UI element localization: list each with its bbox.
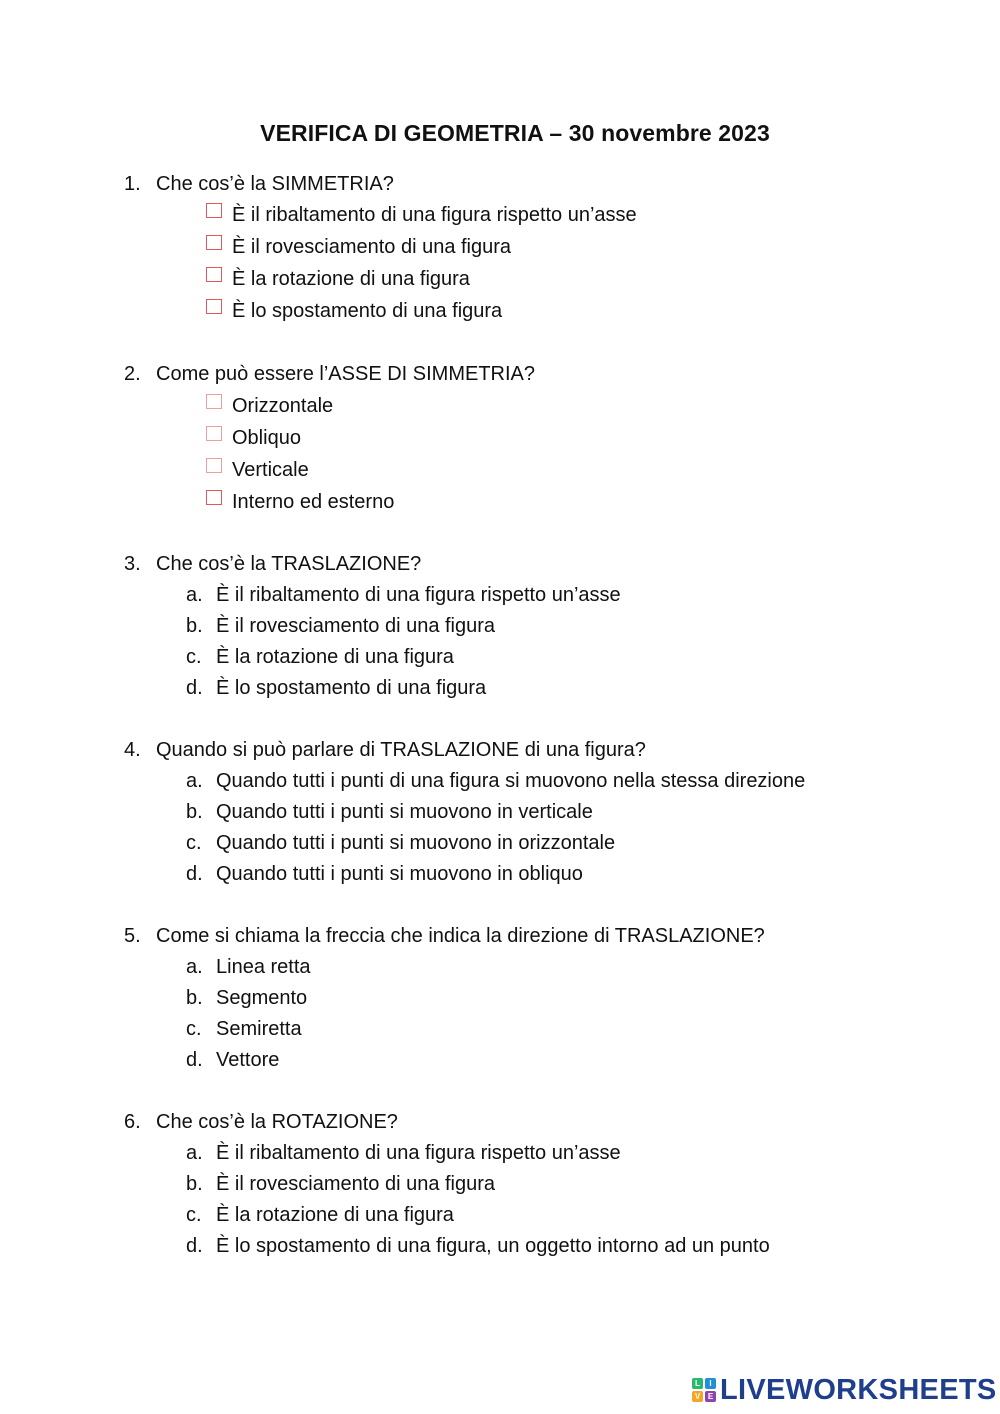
option-q1-1[interactable] bbox=[206, 201, 637, 229]
option-q6-d bbox=[186, 1232, 770, 1260]
option-text: È il ribaltamento di una figura rispetto un’asse bbox=[216, 584, 621, 606]
checkbox[interactable] bbox=[206, 299, 222, 314]
question-1 bbox=[124, 170, 394, 198]
option-q3-c bbox=[186, 643, 454, 671]
option-letter: d. bbox=[186, 1049, 203, 1071]
option-letter: a. bbox=[186, 584, 203, 606]
question-text: Che cos’è la SIMMETRIA? bbox=[156, 173, 394, 195]
option-q5-c bbox=[186, 1015, 302, 1043]
question-number: 1. bbox=[124, 173, 141, 195]
option-q5-a bbox=[186, 953, 311, 981]
option-letter: c. bbox=[186, 1018, 202, 1040]
option-letter: a. bbox=[186, 1142, 203, 1164]
option-text: Quando tutti i punti si muovono in verticale bbox=[216, 801, 593, 823]
question-number: 4. bbox=[124, 739, 141, 761]
option-text: Semiretta bbox=[216, 1018, 302, 1040]
option-text: Vettore bbox=[216, 1049, 280, 1071]
checkbox[interactable] bbox=[206, 267, 222, 282]
worksheet-title: VERIFICA DI GEOMETRIA – 30 novembre 2023 bbox=[260, 120, 770, 146]
logo-tile-l: L bbox=[692, 1378, 703, 1389]
option-letter: c. bbox=[186, 832, 202, 854]
option-q2-3[interactable] bbox=[206, 456, 309, 484]
question-text: Che cos’è la ROTAZIONE? bbox=[156, 1111, 398, 1133]
checkbox[interactable] bbox=[206, 490, 222, 505]
question-number: 6. bbox=[124, 1111, 141, 1133]
option-text: Quando tutti i punti si muovono in obliquo bbox=[216, 863, 583, 885]
option-q5-b bbox=[186, 984, 307, 1012]
option-q4-d bbox=[186, 860, 583, 888]
option-q4-a bbox=[186, 767, 805, 795]
option-q6-b bbox=[186, 1170, 495, 1198]
question-number: 2. bbox=[124, 363, 141, 385]
option-text: Linea retta bbox=[216, 956, 311, 978]
option-text: È la rotazione di una figura bbox=[232, 268, 470, 290]
option-text: Segmento bbox=[216, 987, 308, 1009]
option-text: È lo spostamento di una figura bbox=[232, 300, 503, 322]
checkbox[interactable] bbox=[206, 394, 222, 409]
option-text: Orizzontale bbox=[232, 395, 334, 417]
checkbox[interactable] bbox=[206, 426, 222, 441]
logo-tile-e: E bbox=[705, 1391, 716, 1402]
option-q4-b bbox=[186, 798, 593, 826]
option-letter: b. bbox=[186, 987, 203, 1009]
question-text: Come si chiama la freccia che indica la direzione di TRASLAZIONE? bbox=[156, 925, 765, 947]
liveworksheets-logo bbox=[692, 1374, 997, 1406]
option-text: È il ribaltamento di una figura rispetto un’asse bbox=[232, 204, 637, 226]
question-text: Quando si può parlare di TRASLAZIONE di una figura? bbox=[156, 739, 646, 761]
option-text: È la rotazione di una figura bbox=[216, 646, 454, 668]
option-text: È il ribaltamento di una figura rispetto un’asse bbox=[216, 1142, 621, 1164]
checkbox[interactable] bbox=[206, 203, 222, 218]
question-3 bbox=[124, 550, 421, 578]
option-q1-4[interactable] bbox=[206, 297, 502, 325]
question-text: Come può essere l’ASSE DI SIMMETRIA? bbox=[156, 363, 536, 385]
logo-tile-i: I bbox=[705, 1378, 716, 1389]
option-q3-b bbox=[186, 612, 495, 640]
option-q3-a bbox=[186, 581, 621, 609]
option-text: È il rovesciamento di una figura bbox=[216, 615, 496, 637]
checkbox[interactable] bbox=[206, 235, 222, 250]
question-text: Che cos’è la TRASLAZIONE? bbox=[156, 553, 422, 575]
option-text: Obliquo bbox=[232, 427, 301, 449]
option-q1-3[interactable] bbox=[206, 265, 470, 293]
logo-tile-v: V bbox=[692, 1391, 703, 1402]
option-letter: d. bbox=[186, 1235, 203, 1257]
option-q2-2[interactable] bbox=[206, 424, 301, 452]
option-text: Quando tutti i punti di una figura si muovono nella stessa direzione bbox=[216, 770, 806, 792]
option-q6-c bbox=[186, 1201, 454, 1229]
option-letter: a. bbox=[186, 770, 203, 792]
option-letter: d. bbox=[186, 863, 203, 885]
option-q4-c bbox=[186, 829, 615, 857]
liveworksheets-logo-icon bbox=[692, 1378, 716, 1402]
option-letter: c. bbox=[186, 646, 202, 668]
question-5 bbox=[124, 922, 765, 950]
option-q3-d bbox=[186, 674, 486, 702]
option-text: È il rovesciamento di una figura bbox=[232, 236, 512, 258]
question-6 bbox=[124, 1108, 398, 1136]
option-text: È lo spostamento di una figura bbox=[216, 677, 487, 699]
option-letter: b. bbox=[186, 801, 203, 823]
option-q2-4[interactable] bbox=[206, 488, 394, 516]
option-q5-d bbox=[186, 1046, 279, 1074]
checkbox[interactable] bbox=[206, 458, 222, 473]
option-text: Verticale bbox=[232, 459, 309, 481]
option-letter: a. bbox=[186, 956, 203, 978]
option-letter: b. bbox=[186, 1173, 203, 1195]
option-q2-1[interactable] bbox=[206, 392, 333, 420]
option-letter: b. bbox=[186, 615, 203, 637]
option-text: Quando tutti i punti si muovono in orizzontale bbox=[216, 832, 616, 854]
option-text: È il rovesciamento di una figura bbox=[216, 1173, 496, 1195]
question-number: 3. bbox=[124, 553, 141, 575]
logo-wordmark: LIVEWORKSHEETS bbox=[720, 1373, 997, 1406]
option-letter: c. bbox=[186, 1204, 202, 1226]
option-q6-a bbox=[186, 1139, 621, 1167]
option-q1-2[interactable] bbox=[206, 233, 511, 261]
option-letter: d. bbox=[186, 677, 203, 699]
question-2 bbox=[124, 360, 535, 388]
option-text: È la rotazione di una figura bbox=[216, 1204, 454, 1226]
question-4 bbox=[124, 736, 646, 764]
question-number: 5. bbox=[124, 925, 141, 947]
option-text: È lo spostamento di una figura, un oggetto intorno ad un punto bbox=[216, 1235, 770, 1257]
option-text: Interno ed esterno bbox=[232, 491, 395, 513]
